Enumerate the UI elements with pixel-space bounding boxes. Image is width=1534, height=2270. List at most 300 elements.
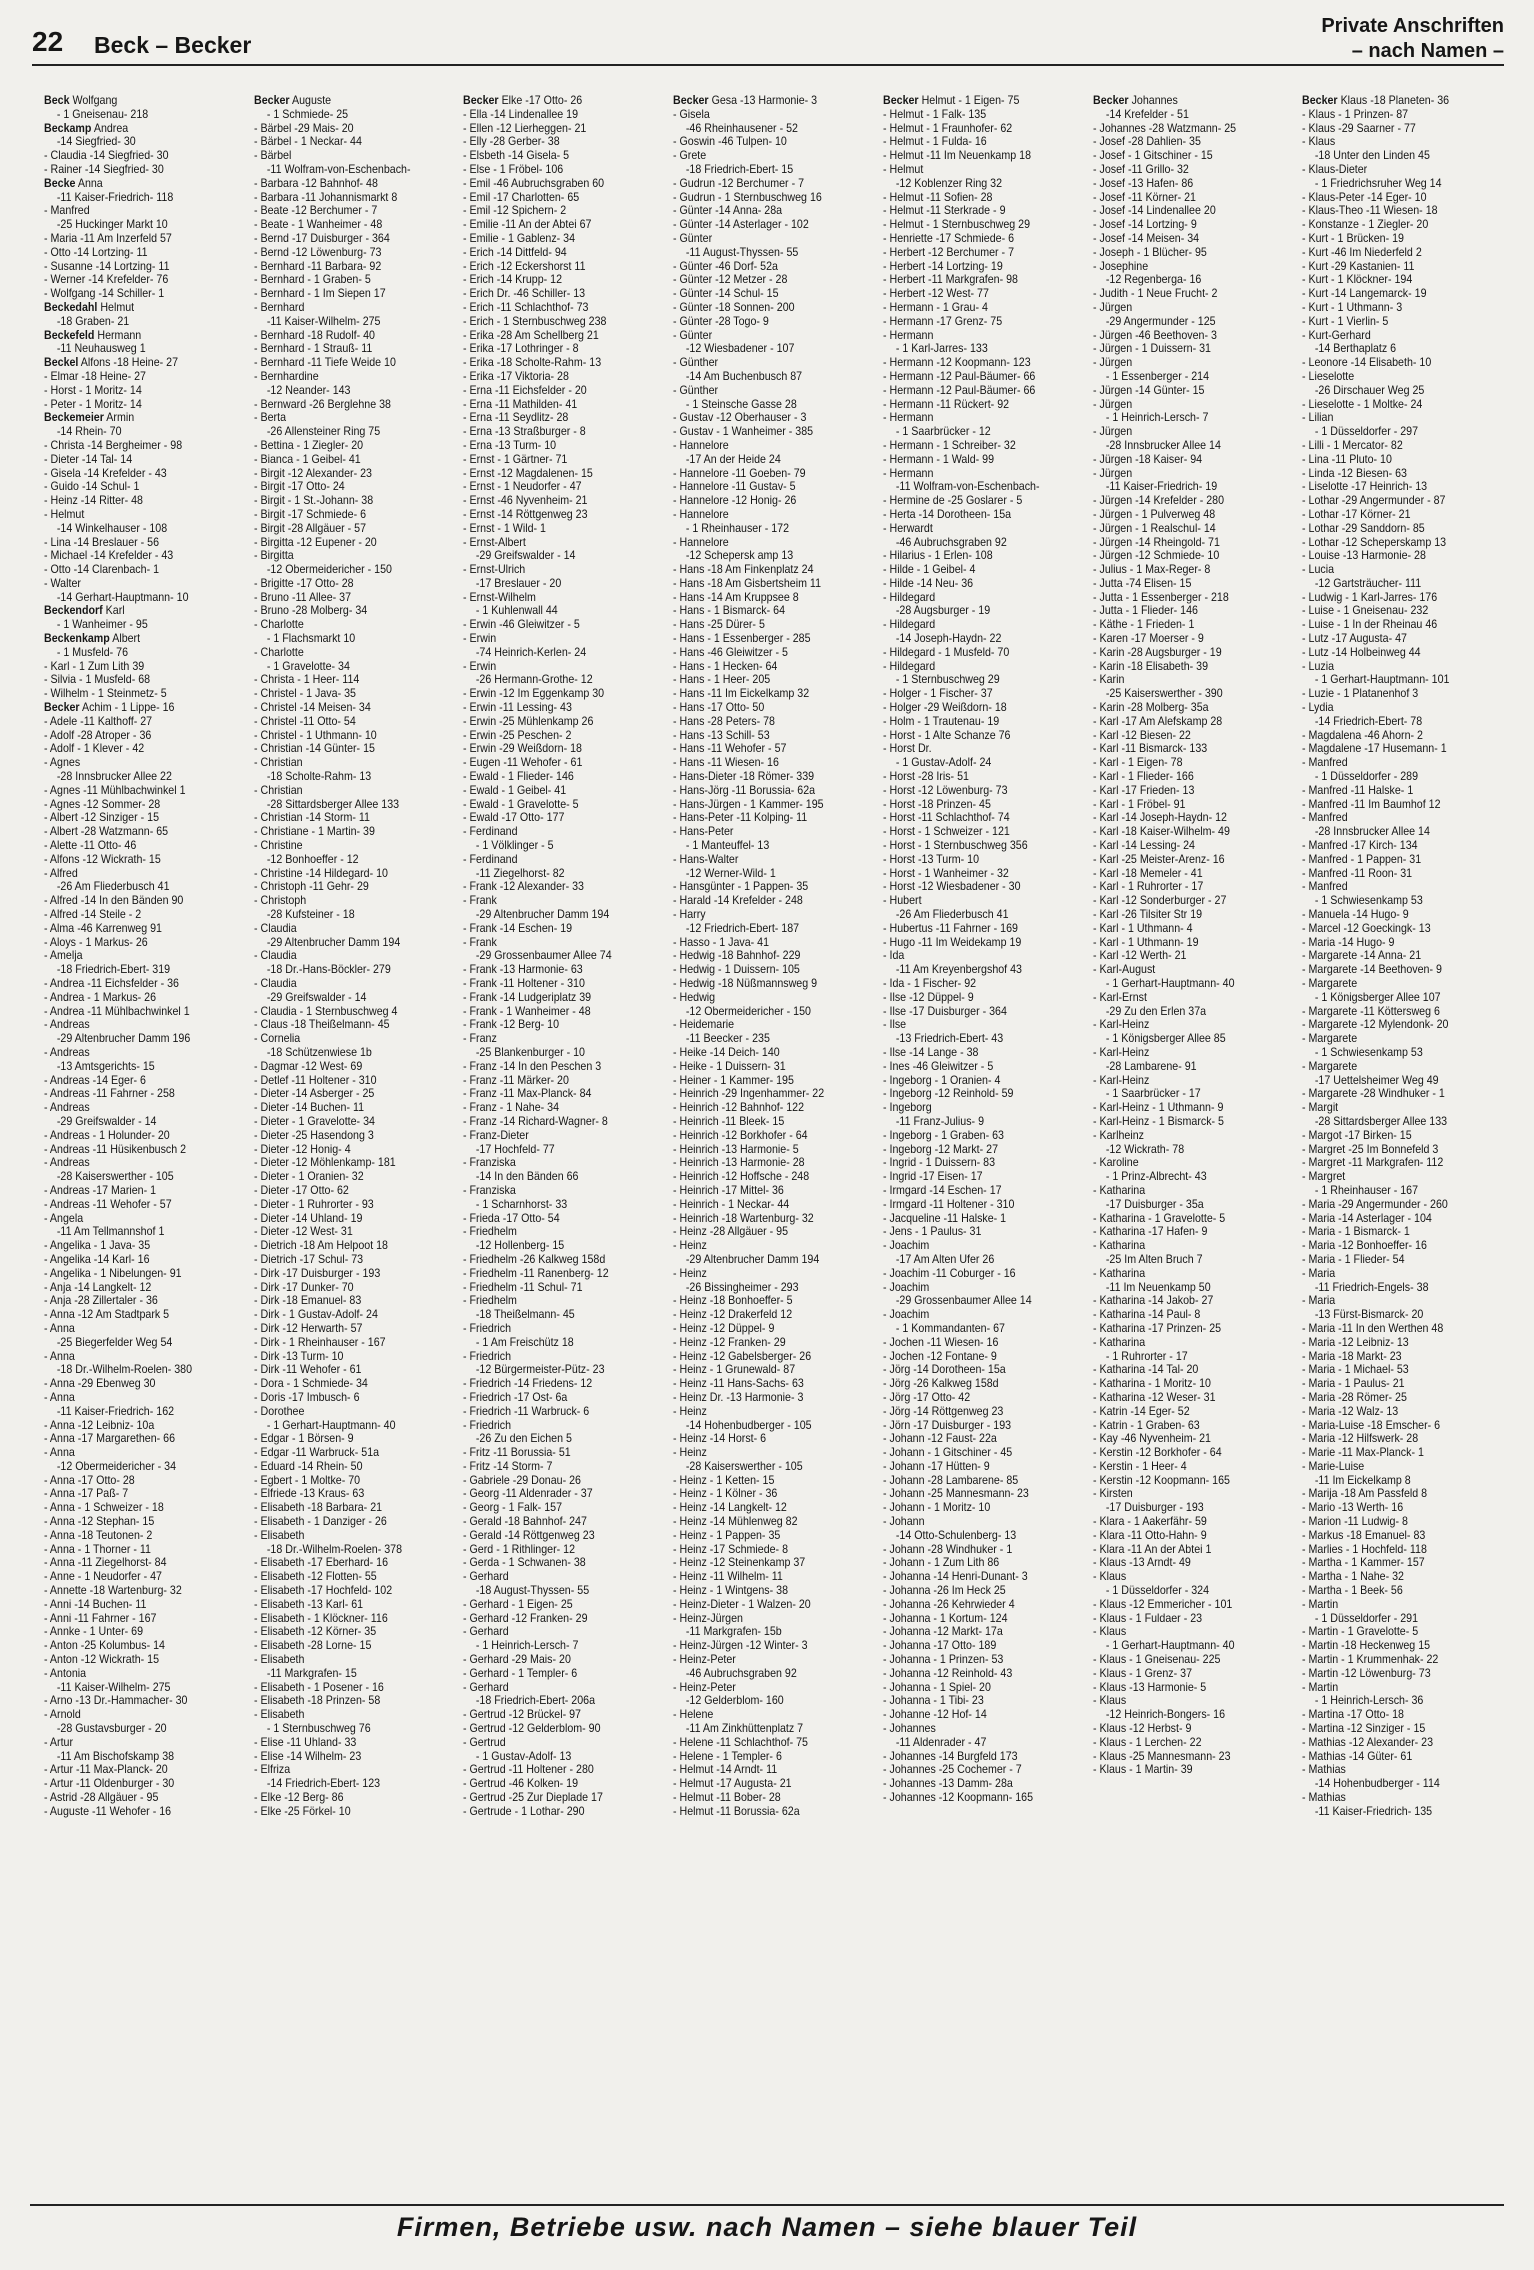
- directory-entry: [673, 1198, 860, 1212]
- entry-text: - Horst -18 Prinzen- 45: [882, 797, 991, 811]
- entry-text: -18 Dr.-Wilhelm-Roelen- 378: [266, 1542, 402, 1556]
- directory-entry: [254, 508, 441, 522]
- entry-text: - Hans -17 Otto- 50: [673, 701, 765, 715]
- directory-entry: [44, 673, 231, 687]
- directory-entry: [673, 1074, 860, 1088]
- directory-entry: [673, 1501, 860, 1515]
- entry-text: Auguste: [291, 94, 331, 107]
- entry-text: -11 Markgrafen- 15b: [686, 1625, 782, 1639]
- directory-entry: [44, 342, 231, 356]
- directory-entry: [883, 1032, 1070, 1046]
- name-range-title: Beck – Becker: [94, 32, 252, 58]
- directory-entry: [883, 1294, 1070, 1308]
- entry-text: - Birgitta: [253, 549, 294, 563]
- directory-entry: [673, 949, 860, 963]
- entry-text: -11 Ziegelhorst- 82: [476, 866, 566, 880]
- entry-text: - Gerda - 1 Schwanen- 38: [463, 1556, 587, 1570]
- directory-entry: [883, 1156, 1070, 1170]
- entry-text: -12 Gartsträucher- 111: [1315, 576, 1422, 590]
- directory-entry: [1302, 94, 1489, 108]
- entry-text: - Gustav - 1 Wanheimer - 385: [673, 425, 814, 439]
- entry-text: - Gerhard - 1 Templer- 6: [463, 1666, 578, 1680]
- entry-text: - Hermann -11 Rückert- 92: [882, 397, 1009, 411]
- entry-text: - Heinrich -12 Hoffsche - 248: [673, 1170, 810, 1184]
- entry-text: - Klaus: [1092, 1625, 1126, 1639]
- directory-entry: [44, 453, 231, 467]
- entry-text: - Luzie - 1 Platanenhof 3: [1302, 687, 1419, 701]
- directory-entry: [673, 867, 860, 881]
- entry-text: - Luzia: [1302, 659, 1335, 673]
- directory-entry: [254, 1694, 441, 1708]
- entry-text: - Angelika - 1 Nibelungen- 91: [44, 1266, 182, 1280]
- entry-text: - Josef -14 Meisen- 34: [1092, 231, 1199, 245]
- entry-text: - Elise -11 Uhland- 33: [253, 1735, 357, 1749]
- entry-text: - Klara -11 An der Abtei 1: [1092, 1542, 1211, 1556]
- entry-text: - Jürgen: [1092, 466, 1132, 480]
- entry-text: - Gerhard: [463, 1625, 510, 1639]
- entry-text: - Erika -17 Lothringer - 8: [463, 342, 580, 356]
- entry-text: -11 Neuhausweg 1: [56, 342, 146, 356]
- directory-entry: [1302, 1018, 1489, 1032]
- directory-entry: [1093, 536, 1280, 550]
- entry-text: - Klaus - 1 Grenz- 37: [1092, 1666, 1192, 1680]
- directory-entry: [1302, 798, 1489, 812]
- directory-entry: [883, 715, 1070, 729]
- entry-text: - Ilse: [882, 1018, 906, 1032]
- directory-entry: [1302, 1543, 1489, 1557]
- directory-entry: [673, 894, 860, 908]
- entry-text: - Karl - 1 Eigen- 78: [1092, 756, 1183, 770]
- directory-entry: [44, 1612, 231, 1626]
- directory-entry: [1093, 370, 1280, 384]
- entry-text: - Artur -11 Oldenburger - 30: [44, 1777, 175, 1791]
- directory-entry: [463, 1170, 650, 1184]
- directory-entry: [463, 163, 650, 177]
- directory-entry: [673, 370, 860, 384]
- entry-text: - Klara -11 Otto-Hahn- 9: [1092, 1528, 1207, 1542]
- entry-text: - Kurt -46 Im Niederfeld 2: [1302, 245, 1423, 259]
- directory-entry: [673, 1750, 860, 1764]
- directory-entry: [883, 1046, 1070, 1060]
- entry-text: - Franz -14 In den Peschen 3: [463, 1059, 602, 1073]
- directory-entry: [1302, 301, 1489, 315]
- directory-entry: [883, 1736, 1070, 1750]
- entry-text: - Ida: [882, 949, 905, 963]
- directory-entry: [463, 232, 650, 246]
- entry-text: - Charlotte: [253, 645, 304, 659]
- section-title: [1321, 14, 1504, 64]
- entry-text: - Erwin -25 Peschen- 2: [463, 728, 572, 742]
- directory-entry: [44, 1018, 231, 1032]
- entry-text: - Christian: [253, 783, 303, 797]
- entry-text: -28 Sittardsberger Allee 133: [1315, 1114, 1448, 1128]
- directory-entry: [44, 1446, 231, 1460]
- directory-entry: [254, 798, 441, 812]
- entry-text: - Harry: [673, 908, 706, 922]
- entry-text: -25 Kaiserswerther - 390: [1105, 687, 1223, 701]
- entry-text: - Karl -14 Lessing- 24: [1092, 839, 1195, 853]
- entry-text: - Jutta - 1 Flieder- 146: [1092, 604, 1198, 618]
- directory-entry: [463, 563, 650, 577]
- directory-entry: [673, 1515, 860, 1529]
- entry-text: - Hermine de -25 Goslarer - 5: [882, 494, 1023, 508]
- entry-text: - Christa - 1 Heer- 114: [253, 673, 360, 687]
- entry-text: - Klaus -25 Mannesmann- 23: [1092, 1749, 1231, 1763]
- entry-text: - 1 Am Freischütz 18: [476, 1335, 575, 1349]
- entry-text: - Frank -14 Ludgeriplatz 39: [463, 990, 592, 1004]
- entry-text: - Elisabeth -18 Barbara- 21: [253, 1501, 382, 1515]
- directory-entry: [1302, 1487, 1489, 1501]
- directory-entry: [673, 1267, 860, 1281]
- entry-text: - Karl -12 Sonderburger - 27: [1092, 894, 1226, 908]
- entry-text: - Goswin -46 Tulpen- 10: [673, 135, 787, 149]
- entry-text: - Maria - 1 Flieder- 54: [1302, 1252, 1405, 1266]
- directory-entry: [463, 1529, 650, 1543]
- entry-text: - Frank -12 Berg- 10: [463, 1018, 560, 1032]
- entry-text: - Erich -11 Schlachthof- 73: [463, 300, 589, 314]
- directory-entry: [254, 384, 441, 398]
- entry-text: - Heinz -12 Gabelsberger- 26: [673, 1349, 812, 1363]
- entry-text: - Horst -11 Schlachthof- 74: [882, 811, 1010, 825]
- directory-entry: [1302, 618, 1489, 632]
- entry-text: - Klaus -12 Emmericher - 101: [1092, 1597, 1232, 1611]
- directory-entry: [463, 1543, 650, 1557]
- entry-text: - Josef -13 Hafen- 86: [1092, 176, 1193, 190]
- entry-text: - Karl - 1 Uthmann- 4: [1092, 921, 1193, 935]
- directory-entry: [1093, 577, 1280, 591]
- entry-text: - Heinz: [673, 1446, 707, 1460]
- directory-entry: [673, 922, 860, 936]
- directory-entry: [463, 1363, 650, 1377]
- entry-text: -25 Biegerfelder Weg 54: [56, 1335, 173, 1349]
- directory-entry: [1302, 315, 1489, 329]
- directory-entry: [463, 1225, 650, 1239]
- directory-entry: [463, 204, 650, 218]
- directory-entry: [44, 1405, 231, 1419]
- directory-entry: [463, 673, 650, 687]
- entry-text: - Helmut: [44, 507, 85, 521]
- entry-text: -12 Bürgermeister-Pütz- 23: [476, 1363, 605, 1377]
- entry-text: -29 Greifswalder - 14: [56, 1114, 157, 1128]
- directory-entry: [463, 756, 650, 770]
- entry-text: - Astrid -28 Allgäuer - 95: [44, 1791, 159, 1805]
- directory-entry: [44, 1267, 231, 1281]
- entry-text: - Frank: [463, 935, 498, 949]
- entry-text: - Klaus - 1 Lerchen- 22: [1092, 1735, 1202, 1749]
- entry-text: - Jürgen -14 Krefelder - 280: [1092, 494, 1224, 508]
- entry-text: - Martin: [1302, 1597, 1339, 1611]
- entry-text: - Johann -17 Hütten- 9: [882, 1459, 990, 1473]
- directory-entry: [883, 1474, 1070, 1488]
- entry-text: - 1 Ruhrorter - 17: [1105, 1349, 1188, 1363]
- entry-text: - Linda -12 Biesen- 63: [1302, 466, 1408, 480]
- directory-entry: [1302, 922, 1489, 936]
- directory-entry: [1093, 1736, 1280, 1750]
- directory-entry: [883, 1143, 1070, 1157]
- directory-entry: [254, 1750, 441, 1764]
- entry-text: - Anna -12 Am Stadtpark 5: [44, 1308, 170, 1322]
- directory-entry: [883, 1570, 1070, 1584]
- directory-entry: [44, 1777, 231, 1791]
- directory-entry: [673, 1474, 860, 1488]
- directory-entry: [254, 1543, 441, 1557]
- directory-entry: [463, 1281, 650, 1295]
- directory-entry: [673, 1018, 860, 1032]
- entry-text: - Johanna -14 Henri-Dunant- 3: [882, 1570, 1028, 1584]
- entry-text: - Elisabeth: [253, 1528, 305, 1542]
- entry-text: - Eugen -11 Wehofer - 61: [463, 756, 583, 770]
- entry-text: - Christiane - 1 Martin- 39: [253, 825, 375, 839]
- directory-entry: [463, 370, 650, 384]
- entry-text: - Gertrud -11 Holtener - 280: [463, 1763, 595, 1777]
- entry-text: - Martina -12 Sinziger - 15: [1302, 1722, 1426, 1736]
- directory-column: [463, 94, 667, 2204]
- directory-entry: [1302, 1405, 1489, 1419]
- directory-entry: [883, 149, 1070, 163]
- entry-text: - Manfred: [1302, 811, 1348, 825]
- entry-text: - Heinz -14 Horst- 6: [673, 1432, 767, 1446]
- entry-text: - 1 Gneisenau- 218: [56, 107, 149, 121]
- directory-entry: [1302, 770, 1489, 784]
- entry-text: - 1 Karl-Jarres- 133: [895, 342, 988, 356]
- entry-text: - Martin -12 Löwenburg- 73: [1302, 1666, 1431, 1680]
- entry-text: - Gertrud -12 Gelderblom- 90: [463, 1722, 601, 1736]
- directory-entry: [463, 798, 650, 812]
- directory-column: [1302, 94, 1506, 2204]
- entry-text: -11 Am Kreyenbergshof 43: [895, 963, 1022, 977]
- directory-entry: [883, 1377, 1070, 1391]
- directory-entry: [44, 1060, 231, 1074]
- entry-text: - Gertrud -46 Kolken- 19: [463, 1777, 579, 1791]
- directory-entry: [44, 715, 231, 729]
- directory-entry: [1093, 94, 1280, 108]
- entry-text: - 1 Heinrich-Lersch- 7: [476, 1639, 579, 1653]
- entry-text: -29 Altenbrucher Damm 194: [686, 1252, 820, 1266]
- entry-text: - Franz - 1 Nahe- 34: [463, 1101, 560, 1115]
- entry-text: -18 Scholte-Rahm- 13: [266, 770, 371, 784]
- entry-text: - Angela: [44, 1211, 84, 1225]
- entry-text: - Hubert: [882, 894, 922, 908]
- directory-entry: [44, 853, 231, 867]
- directory-entry: [883, 1198, 1070, 1212]
- entry-text: - Manuela -14 Hugo- 9: [1302, 908, 1410, 922]
- directory-entry: [254, 1791, 441, 1805]
- entry-text: - Klaus - 1 Martin- 39: [1092, 1763, 1193, 1777]
- directory-entry: [463, 315, 650, 329]
- entry-text: - Hans-Peter -11 Kolping- 11: [673, 811, 808, 825]
- entry-text: - Franziska: [463, 1183, 517, 1197]
- entry-text: - Maria - 1 Paulus- 21: [1302, 1377, 1405, 1391]
- directory-entry: [883, 1267, 1070, 1281]
- directory-entry: [1302, 839, 1489, 853]
- entry-text: - Anna -17 Paß- 7: [44, 1487, 129, 1501]
- entry-text: - 1 Friedrichsruher Weg 14: [1315, 176, 1442, 190]
- directory-entry: [673, 632, 860, 646]
- directory-entry: [1302, 963, 1489, 977]
- directory-entry: [1093, 135, 1280, 149]
- directory-entry: [254, 1267, 441, 1281]
- directory-entry: [673, 1377, 860, 1391]
- directory-entry: [883, 991, 1070, 1005]
- entry-text: - Erika -28 Am Schellberg 21: [463, 328, 600, 342]
- directory-entry: [254, 715, 441, 729]
- entry-text: - Helmut -11 Im Neuenkamp 18: [882, 149, 1031, 163]
- entry-text: - Hansgünter - 1 Pappen- 35: [673, 880, 809, 894]
- entry-text: - Katharina: [1092, 1239, 1145, 1253]
- entry-text: - Birgit -28 Allgäuer - 57: [253, 521, 366, 535]
- entry-text: - Adolf - 1 Klever - 42: [44, 742, 145, 756]
- entry-text: -17 An der Heide 24: [686, 452, 781, 466]
- directory-entry: [463, 1598, 650, 1612]
- entry-text: - Karl-Heinz - 1 Uthmann- 9: [1092, 1101, 1224, 1115]
- entry-text: - 1 Schmiede- 25: [266, 107, 348, 121]
- entry-text: - Gudrun -12 Berchumer - 7: [673, 176, 805, 190]
- entry-text: - Erika -17 Viktoria- 28: [463, 369, 570, 383]
- entry-text: - Johannes -28 Watzmann- 25: [1092, 121, 1236, 135]
- entry-text: - Herbert -11 Markgrafen- 98: [882, 273, 1018, 287]
- entry-text: - Michael -14 Krefelder - 43: [44, 549, 174, 563]
- directory-entry: [673, 839, 860, 853]
- entry-text: - Ines -46 Gleiwitzer - 5: [882, 1059, 994, 1073]
- entry-text: - Jens - 1 Paulus- 31: [882, 1225, 982, 1239]
- entry-text: - Harald -14 Krefelder - 248: [673, 894, 803, 908]
- entry-text: -25 Huckinger Markt 10: [56, 218, 168, 232]
- directory-entry: [1302, 246, 1489, 260]
- directory-entry: [1302, 1556, 1489, 1570]
- directory-entry: [44, 480, 231, 494]
- directory-entry: [883, 1212, 1070, 1226]
- directory-entry: [463, 1212, 650, 1226]
- directory-entry: [44, 660, 231, 674]
- directory-entry: [254, 425, 441, 439]
- entry-text: - Mathias -14 Güter- 61: [1302, 1749, 1413, 1763]
- directory-entry: [463, 1060, 650, 1074]
- directory-entry: [254, 549, 441, 563]
- directory-entry: [673, 1225, 860, 1239]
- directory-entry: [1093, 770, 1280, 784]
- directory-entry: [673, 1763, 860, 1777]
- entry-text: - 1 Gravelotte- 34: [266, 659, 350, 673]
- entry-text: - Erwin -29 Weißdorn- 18: [463, 742, 583, 756]
- directory-entry: [673, 108, 860, 122]
- entry-text: -29 Altenbrucher Damm 194: [266, 935, 400, 949]
- entry-text: - Günter -14 Schul- 15: [673, 287, 779, 301]
- directory-entry: [1302, 273, 1489, 287]
- directory-entry: [463, 1032, 650, 1046]
- entry-text: -29 Grossenbaumer Allee 14: [895, 1294, 1032, 1308]
- entry-text: - Andreas: [44, 1156, 90, 1170]
- directory-entry: [1302, 1281, 1489, 1295]
- directory-entry: [673, 315, 860, 329]
- entry-text: -11 Markgrafen- 15: [266, 1666, 357, 1680]
- directory-entry: [44, 1308, 231, 1322]
- entry-text: - Elfriede -13 Kraus- 63: [253, 1487, 364, 1501]
- directory-entry: [883, 1543, 1070, 1557]
- entry-text: - Karl - 1 Fröbel- 91: [1092, 797, 1186, 811]
- directory-entry: [673, 246, 860, 260]
- directory-entry: [883, 1350, 1070, 1364]
- entry-text: - Kurt - 1 Uthmann- 3: [1302, 300, 1403, 314]
- entry-text: - Katrin - 1 Graben- 63: [1092, 1418, 1200, 1432]
- entry-text: - Klaus -29 Saarner - 77: [1302, 121, 1417, 135]
- directory-entry: [44, 798, 231, 812]
- entry-text: -29 Greifswalder - 14: [476, 549, 576, 563]
- entry-text: - Manfred: [44, 204, 90, 218]
- entry-text: - Bernd -12 Löwenburg- 73: [253, 245, 382, 259]
- entry-text: -18 Dr.-Wilhelm-Roelen- 380: [56, 1363, 193, 1377]
- directory-entry: [883, 1074, 1070, 1088]
- entry-text: - 1 Gerhart-Hauptmann- 40: [1105, 1639, 1235, 1653]
- directory-entry: [883, 687, 1070, 701]
- directory-entry: [463, 135, 650, 149]
- directory-entry: [673, 1253, 860, 1267]
- directory-entry: [673, 232, 860, 246]
- entry-text: -17 Duisburger - 193: [1105, 1501, 1204, 1515]
- directory-entry: [44, 687, 231, 701]
- entry-text: - Markus -18 Emanuel- 83: [1302, 1528, 1426, 1542]
- directory-entry: [883, 963, 1070, 977]
- directory-entry: [1093, 784, 1280, 798]
- entry-text: - Elke -25 Förkel- 10: [253, 1804, 351, 1818]
- directory-entry: [463, 1294, 650, 1308]
- directory-entry: [254, 411, 441, 425]
- directory-entry: [463, 577, 650, 591]
- directory-entry: [883, 1639, 1070, 1653]
- entry-text: - Karin: [1092, 673, 1125, 687]
- entry-text: - Martina -17 Otto- 18: [1302, 1708, 1405, 1722]
- entry-text: - Hermann: [882, 411, 934, 425]
- entry-text: - Johanne -12 Hof- 14: [882, 1708, 987, 1722]
- directory-entry: [1302, 1198, 1489, 1212]
- directory-entry: [44, 825, 231, 839]
- entry-text: - Ludwig - 1 Karl-Jarres- 176: [1302, 590, 1438, 604]
- entry-text: - Dirk -18 Emanuel- 83: [253, 1294, 362, 1308]
- entry-text: -11 Franz-Julius- 9: [895, 1114, 984, 1128]
- directory-entry: [1093, 604, 1280, 618]
- directory-entry: [1302, 191, 1489, 205]
- entry-text: - 1 Sternbuschweg 29: [895, 673, 1000, 687]
- directory-entry: [1302, 1377, 1489, 1391]
- entry-text: - Katharina - 1 Moritz- 10: [1092, 1377, 1211, 1391]
- directory-entry: [1093, 301, 1280, 315]
- entry-text: - Elisabeth -17 Eberhard- 16: [253, 1556, 388, 1570]
- entry-text: - Barbara -12 Bahnhof- 48: [253, 176, 378, 190]
- directory-entry: [673, 1584, 860, 1598]
- entry-text: - Kurt-Gerhard: [1302, 328, 1372, 342]
- entry-text: - Helene: [673, 1708, 714, 1722]
- directory-entry: [1302, 673, 1489, 687]
- directory-entry: [883, 1419, 1070, 1433]
- directory-entry: [1093, 1529, 1280, 1543]
- entry-text: - Frank - 1 Wanheimer - 48: [463, 1004, 592, 1018]
- surname-heading: Becker: [673, 94, 709, 107]
- directory-entry: [1302, 742, 1489, 756]
- entry-text: - Maria -18 Markt- 23: [1302, 1349, 1402, 1363]
- entry-text: Elke -17 Otto- 26: [502, 94, 583, 107]
- directory-entry: [883, 563, 1070, 577]
- directory-entry: [254, 880, 441, 894]
- directory-entry: [883, 604, 1070, 618]
- entry-text: - Ilse -14 Lange - 38: [882, 1045, 979, 1059]
- directory-entry: [883, 1777, 1070, 1791]
- entry-text: - Eduard -14 Rhein- 50: [253, 1459, 363, 1473]
- directory-entry: [673, 1405, 860, 1419]
- directory-entry: [463, 1653, 650, 1667]
- entry-text: - Dieter - 1 Gravelotte- 34: [253, 1114, 375, 1128]
- directory-entry: [883, 1432, 1070, 1446]
- directory-entry: [673, 1460, 860, 1474]
- directory-entry: [1302, 756, 1489, 770]
